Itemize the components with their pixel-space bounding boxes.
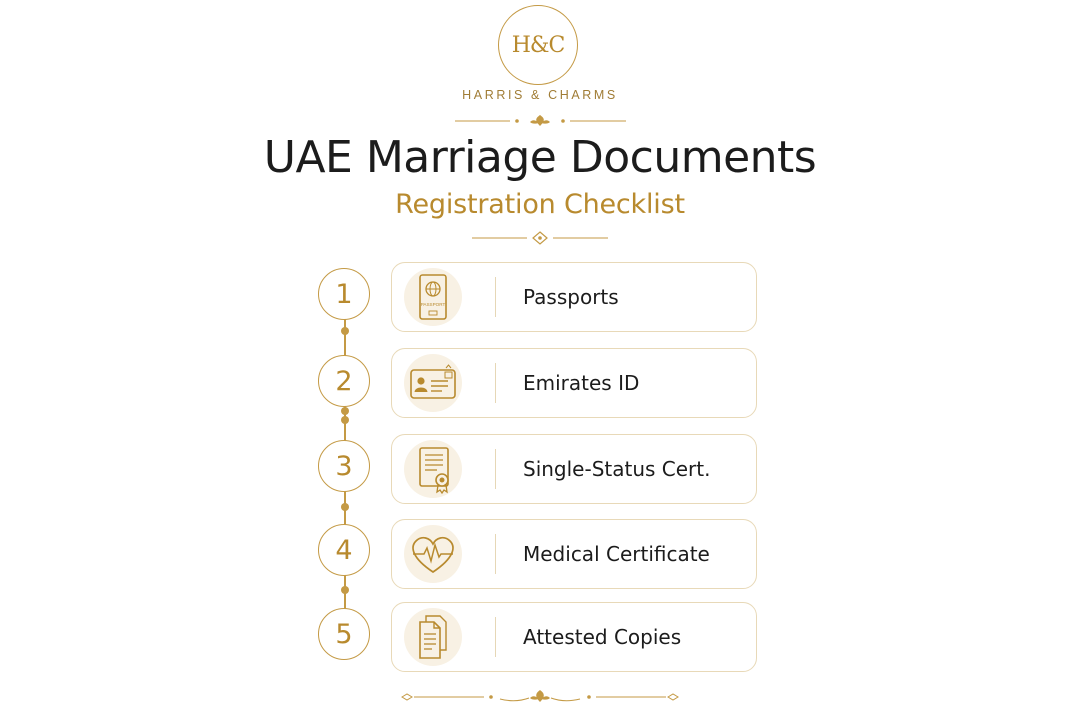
checklist-item-label: Passports	[523, 285, 619, 309]
certificate-icon	[404, 440, 462, 498]
timeline-dot	[341, 327, 349, 335]
brand-name: HARRIS & CHARMS	[462, 88, 618, 102]
ornament-divider-top	[0, 111, 1080, 131]
separator	[495, 449, 496, 489]
step-number-5: 5	[318, 608, 370, 660]
checklist-item-single-status	[391, 434, 757, 504]
separator	[495, 534, 496, 574]
documents-icon	[404, 608, 462, 666]
id-card-icon	[404, 354, 462, 412]
checklist-item-passports	[391, 262, 757, 332]
brand-monogram: H&C	[511, 32, 565, 58]
checklist-item-label: Single-Status Cert.	[523, 457, 711, 481]
brand-logo	[498, 5, 578, 85]
page-subtitle: Registration Checklist	[395, 189, 685, 220]
step-number-4: 4	[318, 524, 370, 576]
ornament-divider-bottom	[0, 687, 1080, 707]
checklist-item-label: Medical Certificate	[523, 542, 710, 566]
passport-icon	[404, 268, 462, 326]
timeline-dot	[341, 407, 349, 415]
timeline-dot	[341, 416, 349, 424]
checklist-item-label: Emirates ID	[523, 371, 640, 395]
checklist-item-medical	[391, 519, 757, 589]
passport-icon-text: PASSPORT	[420, 302, 446, 307]
checklist-item-attested-copies	[391, 602, 757, 672]
step-number-2: 2	[318, 355, 370, 407]
ornament-divider-sub	[0, 228, 1080, 248]
heart-pulse-icon	[404, 525, 462, 583]
step-number-3: 3	[318, 440, 370, 492]
separator	[495, 277, 496, 317]
step-number-1: 1	[318, 268, 370, 320]
page-title: UAE Marriage Documents	[263, 132, 817, 183]
timeline-dot	[341, 503, 349, 511]
timeline-dot	[341, 586, 349, 594]
checklist-item-emirates-id	[391, 348, 757, 418]
separator	[495, 363, 496, 403]
checklist-item-label: Attested Copies	[523, 625, 682, 649]
separator	[495, 617, 496, 657]
